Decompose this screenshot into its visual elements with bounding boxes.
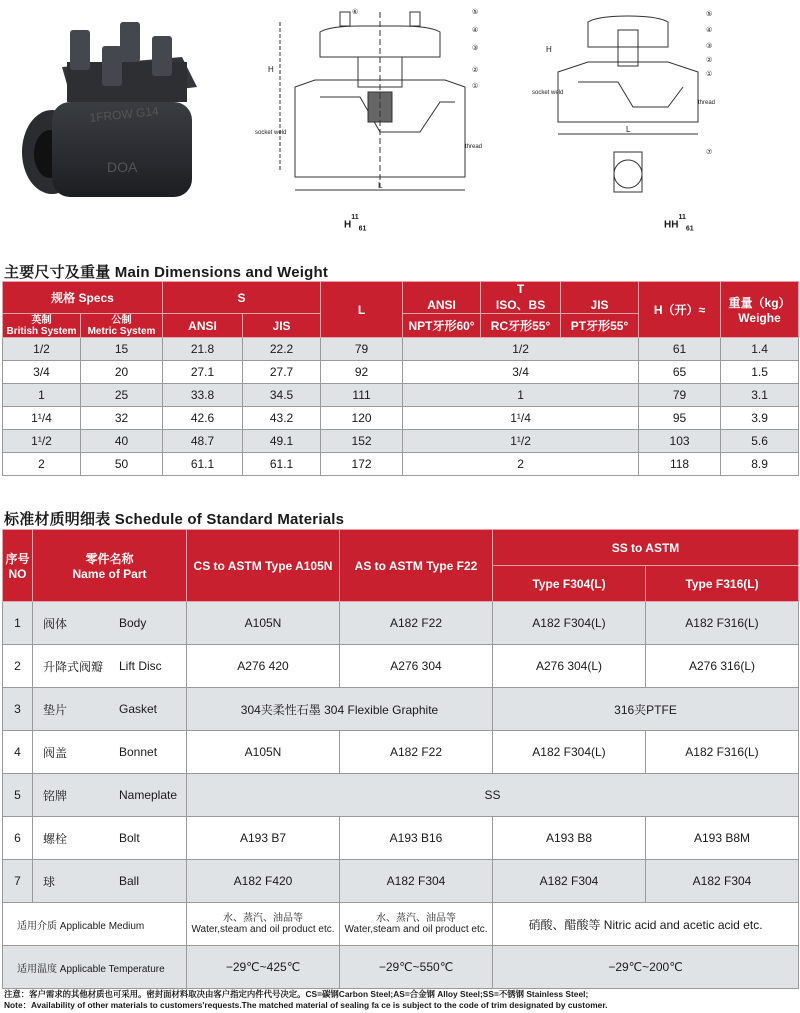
cell-l: 79 — [321, 338, 403, 361]
cell-no: 1 — [3, 602, 33, 645]
cell-weight: 3.9 — [721, 407, 799, 430]
cell-metric: 15 — [81, 338, 163, 361]
cell-f304: A193 B8 — [493, 817, 646, 860]
hdr-s-ansi: ANSI — [163, 314, 243, 338]
table-row — [3, 645, 799, 688]
svg-text:②: ② — [472, 66, 479, 74]
cell-metric: 50 — [81, 453, 163, 476]
cell-ss: 316夹PTFE — [493, 688, 799, 731]
cell-metric: 40 — [81, 430, 163, 453]
cell-no: 2 — [3, 645, 33, 688]
cell-cs-as: 304夹柔性石墨 304 Flexible Graphite — [187, 688, 493, 731]
cell-t: 1¹/2 — [403, 430, 639, 453]
svg-text:socket weld: socket weld — [532, 90, 564, 96]
cell-f304: A182 F304(L) — [493, 731, 646, 774]
materials-title: 标准材质明细表 Schedule of Standard Materials — [4, 511, 345, 528]
hdr-british: 英制 British System — [3, 314, 81, 338]
svg-text:③: ③ — [472, 44, 479, 52]
cell-cs: A276 420 — [187, 645, 340, 688]
caption-left: $H^{11}_{61}$ — [344, 214, 367, 233]
cell-l: 152 — [321, 430, 403, 453]
cell-metric: 25 — [81, 384, 163, 407]
cell-t: 2 — [403, 453, 639, 476]
cell-british: 1/2 — [3, 338, 81, 361]
cell-no: 4 — [3, 731, 33, 774]
cell-f316: A276 316(L) — [646, 645, 799, 688]
cell-name: 螺栓 Bolt — [33, 817, 187, 860]
medium-ss: 硝酸、醋酸等 Nitric acid and acetic acid etc. — [493, 903, 799, 946]
cell-l: 120 — [321, 407, 403, 430]
svg-text:①: ① — [472, 82, 479, 90]
table-row — [3, 407, 799, 430]
valve-photo — [12, 12, 212, 202]
medium-cs: 水、蒸汽、油品等 Water,steam and oil product etc. — [187, 903, 340, 946]
hdr-f316: Type F316(L) — [646, 566, 799, 602]
hdr-s-jis: JIS — [243, 314, 321, 338]
cell-f316: A182 F316(L) — [646, 602, 799, 645]
cell-metric: 20 — [81, 361, 163, 384]
cell-l: 111 — [321, 384, 403, 407]
cell-no: 3 — [3, 688, 33, 731]
hdr-l: L — [321, 282, 403, 338]
svg-text:DOA: DOA — [107, 159, 138, 175]
footnote-line-1: 注意：客户需求的其他材质也可采用。密封面材料取决由客户指定内件代号决定。CS=碳钢Carbon Steel;AS=合金钢 Alloy Steel;SS=不锈钢 Stainless Steel; — [4, 989, 589, 999]
svg-text:thread: thread — [698, 100, 716, 106]
cell-f316: A193 B8M — [646, 817, 799, 860]
footnote — [4, 989, 798, 1011]
table-row — [3, 384, 799, 407]
svg-text:L: L — [626, 125, 631, 134]
cell-as: A193 B16 — [340, 817, 493, 860]
hdr-f304: Type F304(L) — [493, 566, 646, 602]
cell-weight: 8.9 — [721, 453, 799, 476]
table-row — [3, 860, 799, 903]
medium-row — [3, 903, 799, 946]
cell-british: 2 — [3, 453, 81, 476]
table-row — [3, 602, 799, 645]
cell-l: 92 — [321, 361, 403, 384]
cell-british: 1 — [3, 384, 81, 407]
cell-l: 172 — [321, 453, 403, 476]
cell-weight: 1.4 — [721, 338, 799, 361]
medium-label: 适用介质 Applicable Medium — [3, 903, 187, 946]
hdr-no: 序号 NO — [3, 530, 33, 602]
table-row — [3, 817, 799, 860]
cell-as: A182 F304 — [340, 860, 493, 903]
table-row — [3, 430, 799, 453]
dimensions-title: 主要尺寸及重量 Main Dimensions and Weight — [4, 264, 329, 281]
cell-name: 阀盖 Bonnet — [33, 731, 187, 774]
cell-s-ansi: 33.8 — [163, 384, 243, 407]
hdr-as: AS to ASTM Type F22 — [340, 530, 493, 602]
table-row — [3, 774, 799, 817]
cell-british: 1¹/2 — [3, 430, 81, 453]
valve-diagram-thread — [528, 2, 728, 212]
cell-weight: 1.5 — [721, 361, 799, 384]
cell-all: SS — [187, 774, 799, 817]
svg-text:H: H — [268, 65, 274, 74]
svg-text:socket weld: socket weld — [255, 130, 287, 136]
table-row — [3, 731, 799, 774]
cell-s-jis: 27.7 — [243, 361, 321, 384]
medium-as: 水、蒸汽、油品等 Water,steam and oil product etc. — [340, 903, 493, 946]
cell-h: 65 — [639, 361, 721, 384]
cell-no: 7 — [3, 860, 33, 903]
cell-h: 79 — [639, 384, 721, 407]
svg-text:L: L — [378, 181, 383, 190]
cell-metric: 32 — [81, 407, 163, 430]
cell-s-jis: 43.2 — [243, 407, 321, 430]
cell-s-jis: 61.1 — [243, 453, 321, 476]
table-row — [3, 338, 799, 361]
svg-text:④: ④ — [472, 26, 479, 34]
cell-f316: A182 F304 — [646, 860, 799, 903]
cell-cs: A193 B7 — [187, 817, 340, 860]
hdr-cs: CS to ASTM Type A105N — [187, 530, 340, 602]
cell-t: 1 — [403, 384, 639, 407]
hdr-h: H（开）≈ — [639, 282, 721, 338]
hdr-metric: 公制 Metric System — [81, 314, 163, 338]
cell-h: 95 — [639, 407, 721, 430]
cell-name: 铭牌 Nameplate — [33, 774, 187, 817]
cell-weight: 5.6 — [721, 430, 799, 453]
cell-name: 球 Ball — [33, 860, 187, 903]
cell-cs: A105N — [187, 602, 340, 645]
cell-s-jis: 34.5 — [243, 384, 321, 407]
cell-s-jis: 22.2 — [243, 338, 321, 361]
temperature-label: 适用温度 Applicable Temperature — [3, 946, 187, 989]
cell-f304: A182 F304(L) — [493, 602, 646, 645]
cell-cs: A105N — [187, 731, 340, 774]
svg-text:H: H — [546, 45, 552, 54]
footnote-line-2: Note：Availability of other materials to customers'requests.The matched material of sealing fa ce is subject to the code of trim designated by customer. — [4, 1000, 608, 1010]
cell-t: 1/2 — [403, 338, 639, 361]
cell-s-ansi: 48.7 — [163, 430, 243, 453]
valve-diagram-socket — [240, 2, 505, 212]
temperature-ss: −29℃~200℃ — [493, 946, 799, 989]
cell-no: 6 — [3, 817, 33, 860]
cell-s-ansi: 42.6 — [163, 407, 243, 430]
hdr-name: 零件名称 Name of Part — [33, 530, 187, 602]
cell-h: 103 — [639, 430, 721, 453]
hdr-rc: RC牙形55° — [481, 314, 561, 338]
table-row — [3, 361, 799, 384]
temperature-cs: −29℃~425℃ — [187, 946, 340, 989]
cell-f316: A182 F316(L) — [646, 731, 799, 774]
hdr-specs: 规格 Specs — [3, 282, 163, 314]
cell-name: 阀体 Body — [33, 602, 187, 645]
cell-british: 3/4 — [3, 361, 81, 384]
svg-text:thread: thread — [465, 144, 483, 150]
temperature-row — [3, 946, 799, 989]
materials-table — [2, 529, 799, 989]
hdr-s: S — [163, 282, 321, 314]
cell-as: A276 304 — [340, 645, 493, 688]
cell-no: 5 — [3, 774, 33, 817]
temperature-as: −29℃~550℃ — [340, 946, 493, 989]
hdr-t-ansi: ANSI — [403, 282, 481, 314]
hdr-npt: NPT牙形60° — [403, 314, 481, 338]
svg-text:⑦: ⑦ — [706, 148, 713, 156]
cell-british: 1¹/4 — [3, 407, 81, 430]
svg-text:②: ② — [706, 56, 713, 64]
cell-f304: A276 304(L) — [493, 645, 646, 688]
hdr-t-iso: T ISO、BS — [481, 282, 561, 314]
cell-weight: 3.1 — [721, 384, 799, 407]
svg-text:④: ④ — [706, 26, 713, 34]
cell-as: A182 F22 — [340, 602, 493, 645]
svg-text:⑤: ⑤ — [706, 10, 713, 18]
cell-f304: A182 F304 — [493, 860, 646, 903]
cell-name: 升降式阀瓣 Lift Disc — [33, 645, 187, 688]
cell-cs: A182 F420 — [187, 860, 340, 903]
svg-text:1FROW G14: 1FROW G14 — [88, 103, 160, 125]
hdr-pt: PT牙形55° — [561, 314, 639, 338]
svg-text:⑥: ⑥ — [352, 8, 359, 16]
cell-h: 61 — [639, 338, 721, 361]
cell-h: 118 — [639, 453, 721, 476]
cell-s-ansi: 61.1 — [163, 453, 243, 476]
cell-t: 1¹/4 — [403, 407, 639, 430]
table-row — [3, 453, 799, 476]
cell-s-ansi: 27.1 — [163, 361, 243, 384]
hdr-weight: 重量（kg）Weighe — [721, 282, 799, 338]
svg-text:①: ① — [706, 70, 713, 78]
svg-text:③: ③ — [706, 42, 713, 50]
cell-name: 垫片 Gasket — [33, 688, 187, 731]
cell-s-jis: 49.1 — [243, 430, 321, 453]
table-row — [3, 688, 799, 731]
cell-t: 3/4 — [403, 361, 639, 384]
figures-area — [0, 0, 800, 252]
hdr-t-jis: JIS — [561, 282, 639, 314]
svg-text:⑤: ⑤ — [472, 8, 479, 16]
cell-s-ansi: 21.8 — [163, 338, 243, 361]
hdr-ss: SS to ASTM — [493, 530, 799, 566]
caption-right: $HH^{11}_{61}$ — [664, 214, 694, 233]
cell-as: A182 F22 — [340, 731, 493, 774]
dimensions-table — [2, 281, 799, 476]
